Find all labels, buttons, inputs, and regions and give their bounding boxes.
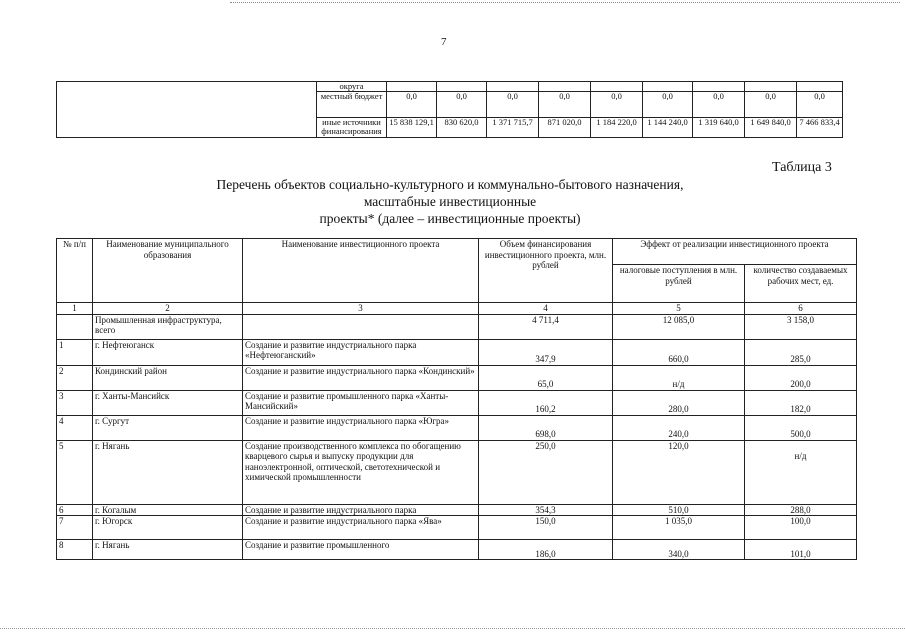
row-label: округа: [317, 82, 387, 92]
total-volume: 4 711,4: [479, 314, 613, 339]
jobs-cell: 285,0: [745, 339, 857, 365]
header-tax: налоговые поступления в млн. рублей: [613, 265, 745, 303]
table-row: [57, 504, 857, 516]
volume-cell: 186,0: [479, 540, 613, 560]
tax-cell: 240,0: [613, 415, 745, 440]
row-number: 7: [57, 516, 93, 540]
table-row: [57, 82, 843, 92]
header-row: [57, 239, 857, 265]
scan-bottom-edge: [0, 628, 905, 629]
value-cell: 0,0: [797, 92, 843, 118]
municipality-cell: г. Нефтеюганск: [93, 339, 243, 365]
project-cell: Создание и развитие индустриального парка «Ява»: [243, 516, 479, 540]
project-cell: Создание и развитие промышленного парка «Ханты-Мансийский»: [243, 390, 479, 415]
tax-cell: 280,0: [613, 390, 745, 415]
value-cell: 830 620,0: [437, 118, 487, 138]
row-number: 3: [57, 390, 93, 415]
value-cell: 1 319 640,0: [693, 118, 745, 138]
tax-cell: н/д: [613, 365, 745, 390]
value-cell: 0,0: [487, 92, 539, 118]
total-tax: 12 085,0: [613, 314, 745, 339]
table-row: [57, 516, 857, 540]
row-number: 2: [57, 365, 93, 390]
municipality-cell: г. Нягань: [93, 440, 243, 504]
page-title-line3: проекты* (далее – инвестиционные проекты): [319, 211, 581, 226]
municipality-cell: г. Сургут: [93, 415, 243, 440]
value-cell: 0,0: [437, 92, 487, 118]
municipality-cell: г. Ханты-Мансийск: [93, 390, 243, 415]
project-cell: Создание и развитие промышленного: [243, 540, 479, 560]
volume-cell: 160,2: [479, 390, 613, 415]
value-cell: 871 020,0: [539, 118, 591, 138]
column-number: 4: [479, 303, 613, 315]
table-row: [57, 390, 857, 415]
value-cell: 1 371 715,7: [487, 118, 539, 138]
header-volume: Объем финансирования инвестиционного проекта, млн. рублей: [479, 239, 613, 303]
table-row-total: [57, 314, 857, 339]
tax-cell: 340,0: [613, 540, 745, 560]
table-row: [57, 540, 857, 560]
investment-projects-table: [56, 238, 857, 560]
municipality-cell: Кондинский район: [93, 365, 243, 390]
column-number: 3: [243, 303, 479, 315]
volume-cell: 698,0: [479, 415, 613, 440]
value-cell: 0,0: [539, 92, 591, 118]
jobs-cell: 200,0: [745, 365, 857, 390]
jobs-cell: 288,0: [745, 504, 857, 516]
table-row: [57, 339, 857, 365]
table-label: Таблица 3: [772, 160, 832, 175]
column-number-row: [57, 303, 857, 315]
column-number: 6: [745, 303, 857, 315]
value-cell: 7 466 833,4: [797, 118, 843, 138]
tax-cell: 510,0: [613, 504, 745, 516]
municipality-cell: г. Югорск: [93, 516, 243, 540]
total-jobs: 3 158,0: [745, 314, 857, 339]
row-label: иные источники финансирования: [317, 118, 387, 138]
jobs-cell: н/д: [745, 440, 857, 504]
page-number: 7: [441, 36, 447, 48]
project-cell: Создание и развитие индустриального парка «Кондинский»: [243, 365, 479, 390]
value-cell: 0,0: [387, 92, 437, 118]
page-title-line2: масштабные инвестиционные: [363, 194, 537, 209]
volume-cell: 347,9: [479, 339, 613, 365]
table-row: [57, 365, 857, 390]
total-label: Промышленная инфраструктура, всего: [93, 314, 243, 339]
financing-table-fragment: [56, 81, 843, 138]
value-cell: 0,0: [591, 92, 643, 118]
column-number: 5: [613, 303, 745, 315]
municipality-cell: г. Когалым: [93, 504, 243, 516]
column-number: 1: [57, 303, 93, 315]
header-municipality: Наименование муниципального образования: [93, 239, 243, 303]
project-cell: Создание и развитие индустриального парка: [243, 504, 479, 516]
municipality-cell: г. Нягань: [93, 540, 243, 560]
header-jobs: количество создаваемых рабочих мест, ед.: [745, 265, 857, 303]
volume-cell: 65,0: [479, 365, 613, 390]
value-cell: 0,0: [693, 92, 745, 118]
value-cell: 1 144 240,0: [643, 118, 693, 138]
page-title-line1: Перечень объектов социально-культурного и коммунально-бытового назначения,: [216, 177, 684, 192]
tax-cell: 120,0: [613, 440, 745, 504]
volume-cell: 250,0: [479, 440, 613, 504]
row-number: 6: [57, 504, 93, 516]
jobs-cell: 100,0: [745, 516, 857, 540]
value-cell: 1 184 220,0: [591, 118, 643, 138]
row-number: 4: [57, 415, 93, 440]
value-cell: 1 649 840,0: [745, 118, 797, 138]
project-cell: Создание производственного комплекса по обогащению кварцевого сырья и выпуску продукции для наноэлектронной, оптической, светотехнической и химической промышленности: [243, 440, 479, 504]
row-number: 5: [57, 440, 93, 504]
header-effect: Эффект от реализации инвестиционного проекта: [613, 239, 857, 265]
scan-top-edge: [230, 2, 900, 3]
jobs-cell: 500,0: [745, 415, 857, 440]
project-cell: Создание и развитие индустриального парка «Югра»: [243, 415, 479, 440]
value-cell: 0,0: [745, 92, 797, 118]
value-cell: 0,0: [643, 92, 693, 118]
row-number: 8: [57, 540, 93, 560]
header-project: Наименование инвестиционного проекта: [243, 239, 479, 303]
jobs-cell: 182,0: [745, 390, 857, 415]
column-number: 2: [93, 303, 243, 315]
empty-cell: [57, 82, 317, 138]
volume-cell: 354,3: [479, 504, 613, 516]
tax-cell: 1 035,0: [613, 516, 745, 540]
volume-cell: 150,0: [479, 516, 613, 540]
jobs-cell: 101,0: [745, 540, 857, 560]
tax-cell: 660,0: [613, 339, 745, 365]
table-row: [57, 415, 857, 440]
row-label: местный бюджет: [317, 92, 387, 118]
row-number: 1: [57, 339, 93, 365]
project-cell: Создание и развитие индустриального парка «Нефтеюганский»: [243, 339, 479, 365]
header-num: № п/п: [57, 239, 93, 303]
value-cell: 15 838 129,1: [387, 118, 437, 138]
table-row: [57, 440, 857, 504]
